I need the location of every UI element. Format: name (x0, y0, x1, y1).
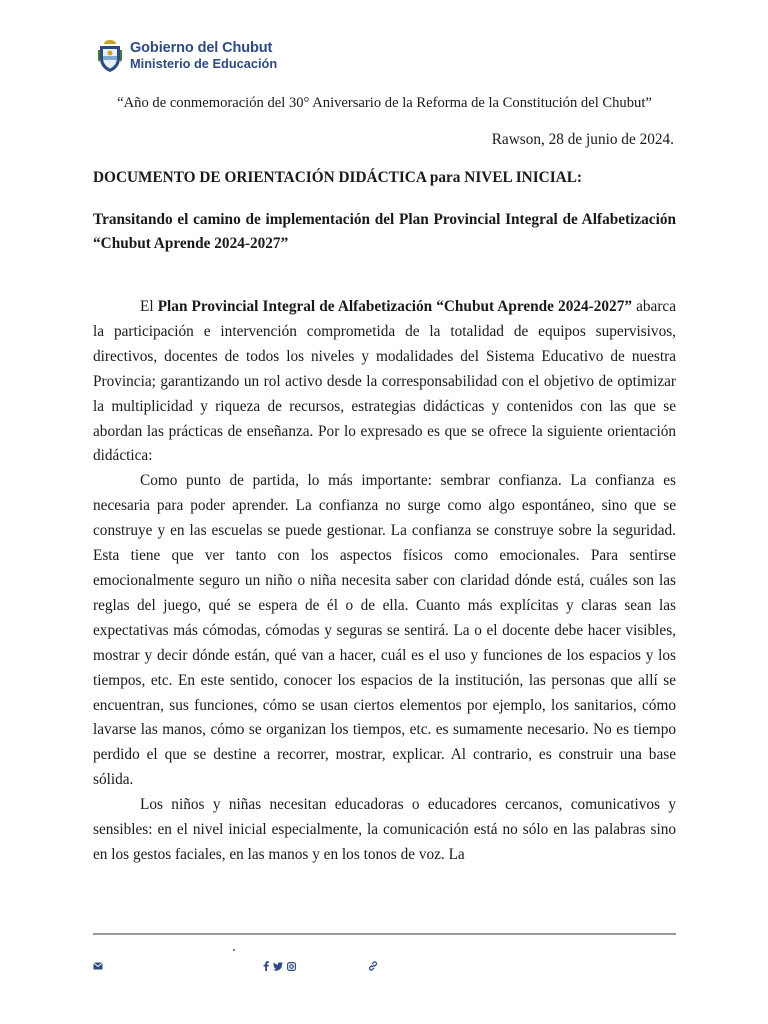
twitter-icon[interactable] (273, 962, 283, 971)
paragraph-1 (93, 295, 676, 469)
paragraph-1-text: abarca la participación e intervención comprometida de la totalidad de equipos supervisivos, directivos, docentes de todos los niveles y modalidades del Sistema Educativo de nuestra Provincia; garantizando un rol activo desde la corresponsabilidad con el objetivo de optimizar la multiplicidad y riqueza de recursos, estrategias didácticas y contenidos con las que se abordan las prácticas de enseñanza. Por lo expresado es que se ofrece la siguiente orientación didáctica: (93, 298, 676, 465)
shield-crest-icon (96, 38, 124, 74)
header-logo (96, 38, 277, 74)
plan-name: Plan Provincial Integral de Alfabetización “Chubut Aprende 2024-2027” (157, 298, 632, 315)
header-motto: “Año de conmemoración del 30° Aniversario de la Reforma de la Constitución del Chubut” (117, 95, 652, 111)
document-title: DOCUMENTO DE ORIENTACIÓN DIDÁCTICA para NIVEL INICIAL: (93, 169, 582, 186)
mail-icon[interactable] (93, 960, 103, 972)
paragraph-1-lead: El (140, 298, 158, 315)
paragraph-2: Como punto de partida, lo más importante: sembrar confianza. La confianza es necesaria para poder aprender. La confianza no surge como algo espontáneo, sino que se construye y en las escuelas se puede gestionar. La confianza se construye sobre la seguridad. Esta tiene que ver tanto con los aspectos físicos como emocionales. Para sentirse emocionalmente seguro un niño o niña necesita saber con claridad dónde está, cuáles son las reglas del juego, qué se espera de él o de ella. Cuanto más explícitas y claras sean las expectativas más cómodas, cómodas y seguras se sentirá. La o el docente debe hacer visibles, mostrar y decir dónde están, qué van a hacer, cuál es el uso y funciones de los espacios y los tiempos, etc. En este sentido, conocer los espacios de la institución, las personas que allí se encuentran, sus funciones, cómo se usan ciertos elementos por ejemplo, los sanitarios, cómo lavarse las manos, cómo se organizan los tiempos, etc. es sumamente necesario. No es tiempo perdido el que se destine a recorrer, mostrar, explicar. Al contrario, es construir una base sólida. (93, 472, 676, 789)
org-subtitle: Ministerio de Educación (130, 56, 278, 71)
footer-divider (93, 933, 676, 935)
footer-dot (233, 949, 235, 951)
social-links (263, 960, 296, 972)
facebook-icon[interactable] (263, 961, 269, 971)
org-name: Gobierno del Chubut (130, 40, 273, 56)
document-body (93, 295, 676, 868)
paragraph-3: Los niños y niñas necesitan educadoras o educadores cercanos, comunicativos y sensibles: en el nivel inicial especialmente, la comunicación está no sólo en las palabras sino en los gestos faciales, en las manos y en los tonos de voz. La (93, 796, 676, 863)
instagram-icon[interactable] (287, 962, 296, 971)
date-line: Rawson, 28 de junio de 2024. (491, 131, 674, 148)
link-icon[interactable] (368, 960, 378, 972)
document-subtitle: Transitando el camino de implementación del Plan Provincial Integral de Alfabetización “Chubut Aprende 2024-2027” (93, 211, 676, 252)
